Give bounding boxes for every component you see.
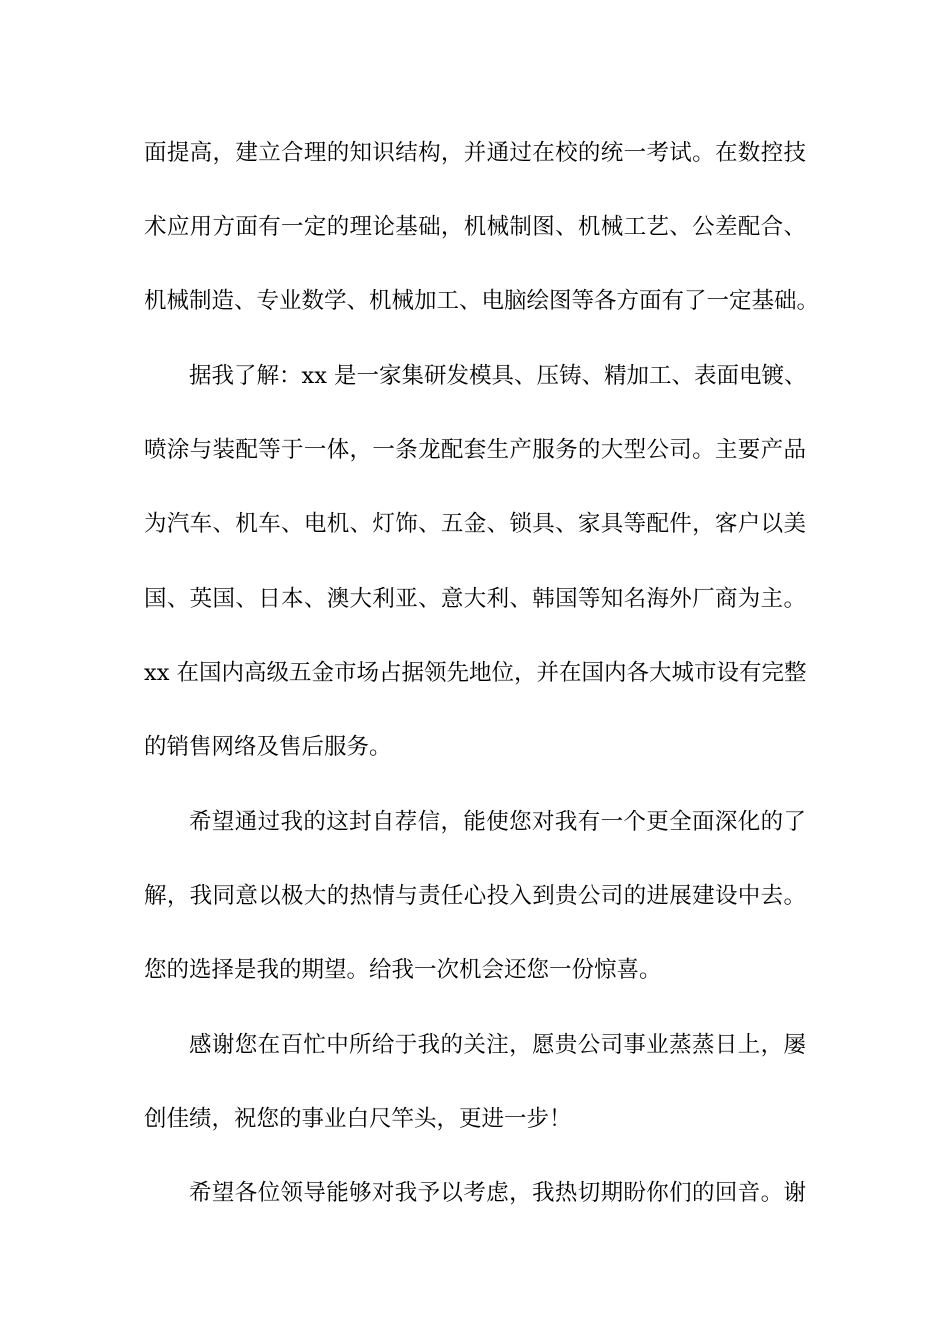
- paragraph-line: 为汽车、机车、电机、灯饰、五金、锁具、家具等配件，客户以美: [144, 511, 806, 537]
- paragraph-line: 感谢您在百忙中所给于我的关注，愿贵公司事业蒸蒸日上，屡: [189, 1032, 806, 1058]
- paragraph-line: 解，我同意以极大的热情与责任心投入到贵公司的进展建设中去。: [144, 883, 806, 909]
- paragraph-line: 希望通过我的这封自荐信，能使您对我有一个更全面深化的了: [189, 809, 806, 835]
- paragraph-line: xx 在国内高级五金市场占据领先地位，并在国内各大城市设有完整: [144, 660, 807, 686]
- paragraph-line: 您的选择是我的期望。给我一次机会还您一份惊喜。: [144, 957, 662, 983]
- paragraph-line: 机械制造、专业数学、机械加工、电脑绘图等各方面有了一定基础。: [144, 288, 820, 314]
- paragraph-line: 喷涂与装配等于一体，一条龙配套生产服务的大型公司。主要产品: [144, 437, 806, 463]
- paragraph-line: 据我了解：xx 是一家集研发模具、压铸、精加工、表面电镀、: [189, 363, 807, 389]
- paragraph-line: 希望各位领导能够对我予以考虑，我热切期盼你们的回音。谢: [189, 1180, 806, 1206]
- paragraph-line: 的销售网络及售后服务。: [144, 734, 392, 760]
- paragraph-line: 面提高，建立合理的知识结构，并通过在校的统一考试。在数控技: [144, 140, 806, 166]
- paragraph-line: 术应用方面有一定的理论基础，机械制图、机械工艺、公差配合、: [144, 214, 806, 240]
- paragraph-line: 国、英国、日本、澳大利亚、意大利、韩国等知名海外厂商为主。: [144, 586, 806, 612]
- paragraph-line: 创佳绩，祝您的事业白尺竿头，更进一步！: [144, 1106, 572, 1132]
